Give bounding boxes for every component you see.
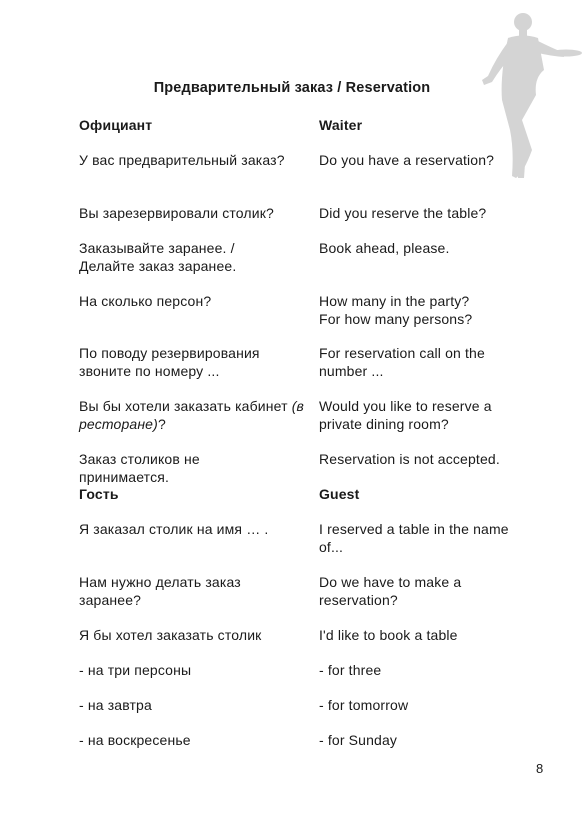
phrase-en: I'd like to book a table bbox=[319, 627, 458, 643]
phrase-en: Do we have to make a reservation? bbox=[319, 574, 462, 608]
phrase-ru: - на воскресенье bbox=[79, 732, 191, 748]
phrase-ru: Вы зарезервировали столик? bbox=[79, 205, 274, 221]
phrase-en: - for three bbox=[319, 662, 382, 678]
phrase-ru: - на три персоны bbox=[79, 662, 192, 678]
phrase-ru: Нам нужно делать заказ заранее? bbox=[79, 574, 241, 608]
phrase-ru: По поводу резервирования звоните по номеру ... bbox=[79, 345, 260, 379]
header-guest-ru: Гость bbox=[79, 486, 119, 502]
phrase-en: I reserved a table in the name of... bbox=[319, 521, 509, 555]
phrase-en: Reservation is not accepted. bbox=[319, 451, 500, 467]
phrase-en: - for tomorrow bbox=[319, 697, 409, 713]
phrase-ru: Заказывайте заранее. / Делайте заказ заранее. bbox=[79, 240, 237, 274]
phrase-ru: Я бы хотел заказать столик bbox=[79, 627, 262, 643]
phrase-en: For reservation call on the number ... bbox=[319, 345, 485, 379]
phrase-ru: Заказ столиков не принимается. bbox=[79, 451, 200, 485]
page-title: Предварительный заказ / Reservation bbox=[153, 80, 431, 96]
phrase-en: Do you have a reservation? bbox=[319, 152, 495, 168]
header-guest-en: Guest bbox=[319, 486, 360, 502]
phrase-en: Book ahead, please. bbox=[319, 240, 450, 256]
phrase-en: Did you reserve the table? bbox=[319, 205, 487, 221]
phrase-en: Would you like to reserve a private dining room? bbox=[319, 398, 492, 432]
phrase-en: - for Sunday bbox=[319, 732, 398, 748]
header-waiter-ru: Официант bbox=[79, 117, 153, 133]
phrase-ru: У вас предварительный заказ? bbox=[79, 152, 285, 168]
phrase-ru-tail: ? bbox=[157, 416, 166, 432]
phrase-en: How many in the party? For how many persons? bbox=[319, 293, 473, 327]
phrase-ru bbox=[79, 397, 304, 433]
phrase-ru: На сколько персон? bbox=[79, 293, 212, 309]
phrase-ru: - на завтра bbox=[79, 697, 152, 713]
header-waiter-en: Waiter bbox=[319, 117, 363, 133]
page-number: 8 bbox=[536, 761, 544, 776]
phrase-ru-text: Вы бы хотели заказать кабинет bbox=[79, 398, 292, 414]
phrase-ru: Я заказал столик на имя … . bbox=[79, 521, 269, 537]
phrase-ru-italic: (в ресторане) bbox=[79, 398, 304, 432]
